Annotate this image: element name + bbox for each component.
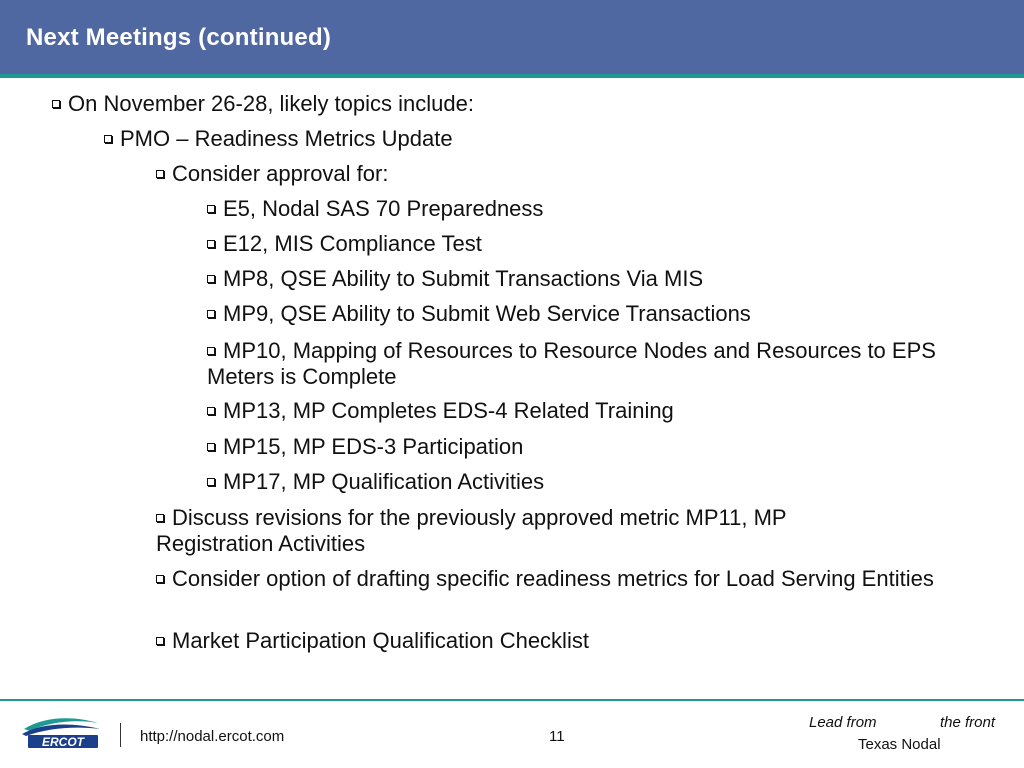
page-title: Next Meetings (continued) — [26, 24, 332, 51]
bullet-item-12 — [156, 505, 906, 557]
bullet-item-11 — [207, 469, 544, 495]
ercot-logo — [20, 714, 104, 750]
square-bullet-icon — [207, 275, 215, 283]
bullet-text: Market Participation Qualification Checklist — [172, 628, 589, 653]
bullet-item-2 — [104, 126, 453, 152]
title-underline — [0, 74, 1024, 78]
footer-url: http://nodal.ercot.com — [140, 728, 285, 745]
square-bullet-icon — [207, 407, 215, 415]
bullet-text: MP13, MP Completes EDS-4 Related Training — [223, 398, 674, 423]
square-bullet-icon — [104, 135, 112, 143]
square-bullet-icon — [207, 478, 215, 486]
square-bullet-icon — [156, 575, 164, 583]
square-bullet-icon — [156, 637, 164, 645]
bullet-item-10 — [207, 434, 523, 460]
tagline-sub: Texas Nodal — [858, 736, 941, 753]
bullet-item-3 — [156, 161, 388, 187]
bullet-item-8 — [207, 338, 1007, 390]
square-bullet-icon — [156, 170, 164, 178]
bullet-item-1 — [52, 91, 474, 117]
square-bullet-icon — [156, 514, 164, 522]
bullet-text: E12, MIS Compliance Test — [223, 231, 482, 256]
bullet-text: Discuss revisions for the previously approved metric MP11, MP Registration Activities — [156, 505, 787, 556]
footer-divider — [0, 699, 1024, 701]
page-number: 11 — [549, 728, 565, 745]
svg-text:ERCOT: ERCOT — [42, 735, 84, 749]
bullet-text: E5, Nodal SAS 70 Preparedness — [223, 196, 544, 221]
tagline-part2: the front — [940, 714, 996, 731]
bullet-text: MP17, MP Qualification Activities — [223, 469, 545, 494]
bullet-item-13 — [156, 566, 986, 592]
bullet-item-5 — [207, 231, 482, 257]
bullet-item-6 — [207, 266, 703, 292]
square-bullet-icon — [207, 240, 215, 248]
bullet-text: Consider approval for: — [172, 161, 389, 186]
bullet-item-14 — [156, 628, 589, 654]
bullet-text: MP9, QSE Ability to Submit Web Service Transactions — [223, 301, 751, 326]
bullet-item-7 — [207, 301, 751, 327]
square-bullet-icon — [207, 205, 215, 213]
bullet-item-9 — [207, 398, 674, 424]
bullet-text: Consider option of drafting specific readiness metrics for Load Serving Entities — [172, 566, 934, 591]
square-bullet-icon — [207, 347, 215, 355]
square-bullet-icon — [52, 100, 60, 108]
tagline-part1: Lead from — [809, 714, 877, 731]
bullet-text: PMO – Readiness Metrics Update — [120, 126, 453, 151]
bullet-item-4 — [207, 196, 543, 222]
bullet-text: MP8, QSE Ability to Submit Transactions Via MIS — [223, 266, 704, 291]
logo-separator — [120, 723, 121, 747]
square-bullet-icon — [207, 310, 215, 318]
bullet-text: MP10, Mapping of Resources to Resource Nodes and Resources to EPS Meters is Complete — [207, 338, 936, 389]
square-bullet-icon — [207, 443, 215, 451]
bullet-text: MP15, MP EDS-3 Participation — [223, 434, 524, 459]
bullet-text: On November 26-28, likely topics include: — [68, 91, 474, 116]
